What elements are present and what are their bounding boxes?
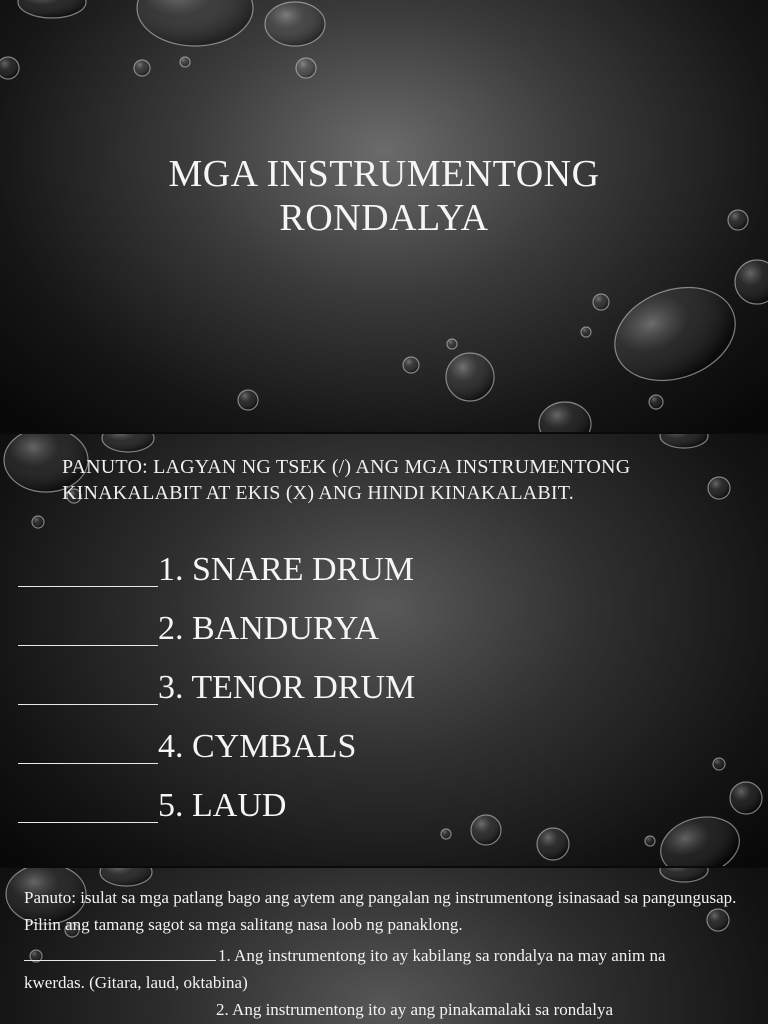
- water-drop: [18, 0, 86, 18]
- water-drop: [265, 2, 325, 46]
- fill-in-slide: [0, 868, 768, 1024]
- water-drop: [447, 339, 457, 349]
- water-drop: [539, 402, 591, 432]
- water-drop: [593, 294, 609, 310]
- fill-in-content: [24, 884, 740, 1023]
- answer-blank[interactable]: [18, 627, 158, 646]
- item-label: 4. CYMBALS: [158, 728, 357, 765]
- checklist-items: [18, 540, 758, 835]
- water-drop: [660, 868, 708, 882]
- item-label: 5. LAUD: [158, 787, 287, 824]
- water-drop: [238, 390, 258, 410]
- instruction-line-2: KINAKALABIT AT EKIS (X) ANG HINDI KINAKALABIT.: [62, 482, 574, 504]
- water-drop: [649, 395, 663, 409]
- question-2-text: 2. Ang instrumentong ito ay ang pinakamalaki sa rondalya: [216, 1000, 614, 1019]
- title-slide: [0, 0, 768, 432]
- answer-blank[interactable]: [18, 804, 158, 823]
- instruction-line-1: PANUTO: LAGYAN NG TSEK (/) ANG MGA INSTRUMENTONG: [62, 456, 631, 478]
- water-drop: [137, 0, 253, 46]
- water-drop: [735, 260, 768, 304]
- fill-in-instructions: Panuto: isulat sa mga patlang bago ang aytem ang pangalan ng instrumentong isinasaad sa pangungusap. Piliin ang tamang sagot sa mga salitang nasa loob ng panaklong.: [24, 888, 737, 934]
- answer-blank[interactable]: [18, 568, 158, 587]
- question-2: [24, 996, 740, 1023]
- checklist-item: [18, 776, 758, 835]
- question-1: [24, 942, 740, 969]
- water-drop: [660, 434, 708, 448]
- water-drop: [403, 357, 419, 373]
- checklist-slide: [0, 434, 768, 866]
- title-line-1: MGA INSTRUMENTONG: [168, 153, 600, 195]
- title-line-2: RONDALYA: [279, 197, 489, 239]
- checklist-instructions: [62, 454, 742, 506]
- water-drop: [180, 57, 190, 67]
- water-drop: [0, 57, 19, 79]
- checklist-item: [18, 540, 758, 599]
- item-label: 3. TENOR DRUM: [158, 669, 416, 706]
- water-drop: [296, 58, 316, 78]
- answer-blank[interactable]: [24, 946, 216, 961]
- answer-blank[interactable]: [18, 686, 158, 705]
- checklist-item: [18, 717, 758, 776]
- checklist-item: [18, 658, 758, 717]
- item-label: 1. SNARE DRUM: [158, 551, 414, 588]
- item-label: 2. BANDURYA: [158, 610, 380, 647]
- water-drop: [134, 60, 150, 76]
- slide-title: [0, 152, 768, 240]
- water-drop: [102, 434, 154, 452]
- checklist-item: [18, 599, 758, 658]
- water-drop: [446, 353, 494, 401]
- question-1-text: 1. Ang instrumentong ito ay kabilang sa rondalya na may anim na: [218, 946, 666, 965]
- water-drop: [645, 836, 655, 846]
- water-drop: [602, 271, 749, 396]
- question-1-choices: kwerdas. (Gitara, laud, oktabina): [24, 973, 248, 992]
- answer-blank[interactable]: [18, 745, 158, 764]
- water-drop: [32, 516, 44, 528]
- water-drop: [581, 327, 591, 337]
